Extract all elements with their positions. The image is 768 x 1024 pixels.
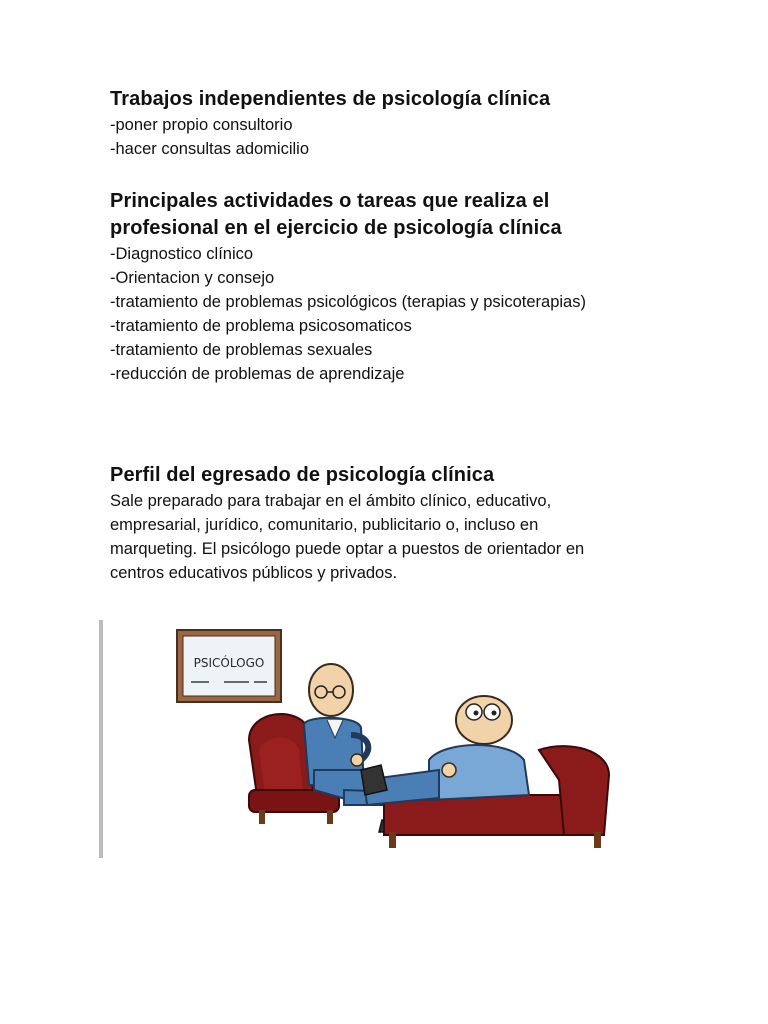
section-heading [110,188,670,242]
list-item: -tratamiento de problema psicosomaticos [110,317,412,335]
psychologist-sign [177,630,281,702]
list-item: -tratamiento de problemas sexuales [110,341,373,359]
list-item: -poner propio consultorio [110,116,293,134]
paragraph-line: centros educativos públicos y privados. [110,564,398,582]
list-item: -Diagnostico clínico [110,245,254,263]
list-item: -hacer consultas adomicilio [110,140,310,158]
psychologist-cartoon-illustration [99,620,649,858]
section-independent-work [110,86,670,161]
paragraph-line: marqueting. El psicólogo puede optar a puestos de orientador en [110,540,585,558]
list-item: -tratamiento de problemas psicológicos (terapias y psicoterapias) [110,293,586,311]
sign-label: PSICÓLOGO [193,656,265,670]
section-heading: Perfil del egresado de psicología clínica [110,464,495,486]
list-item: -reducción de problemas de aprendizaje [110,365,405,383]
patient-figure [361,696,529,805]
section-heading: Trabajos independientes de psicología clínica [110,88,551,110]
heading-line: Principales actividades o tareas que realiza el [110,190,550,212]
heading-line: profesional en el ejercicio de psicología clínica [110,217,562,239]
section-main-activities [110,188,670,386]
paragraph-line: Sale preparado para trabajar en el ámbito clínico, educativo, [110,492,552,510]
paragraph-line: empresarial, jurídico, comunitario, publicitario o, incluso en [110,516,539,534]
list-item: -Orientacion y consejo [110,269,275,287]
image-edge [99,620,103,858]
section-graduate-profile [110,462,670,585]
